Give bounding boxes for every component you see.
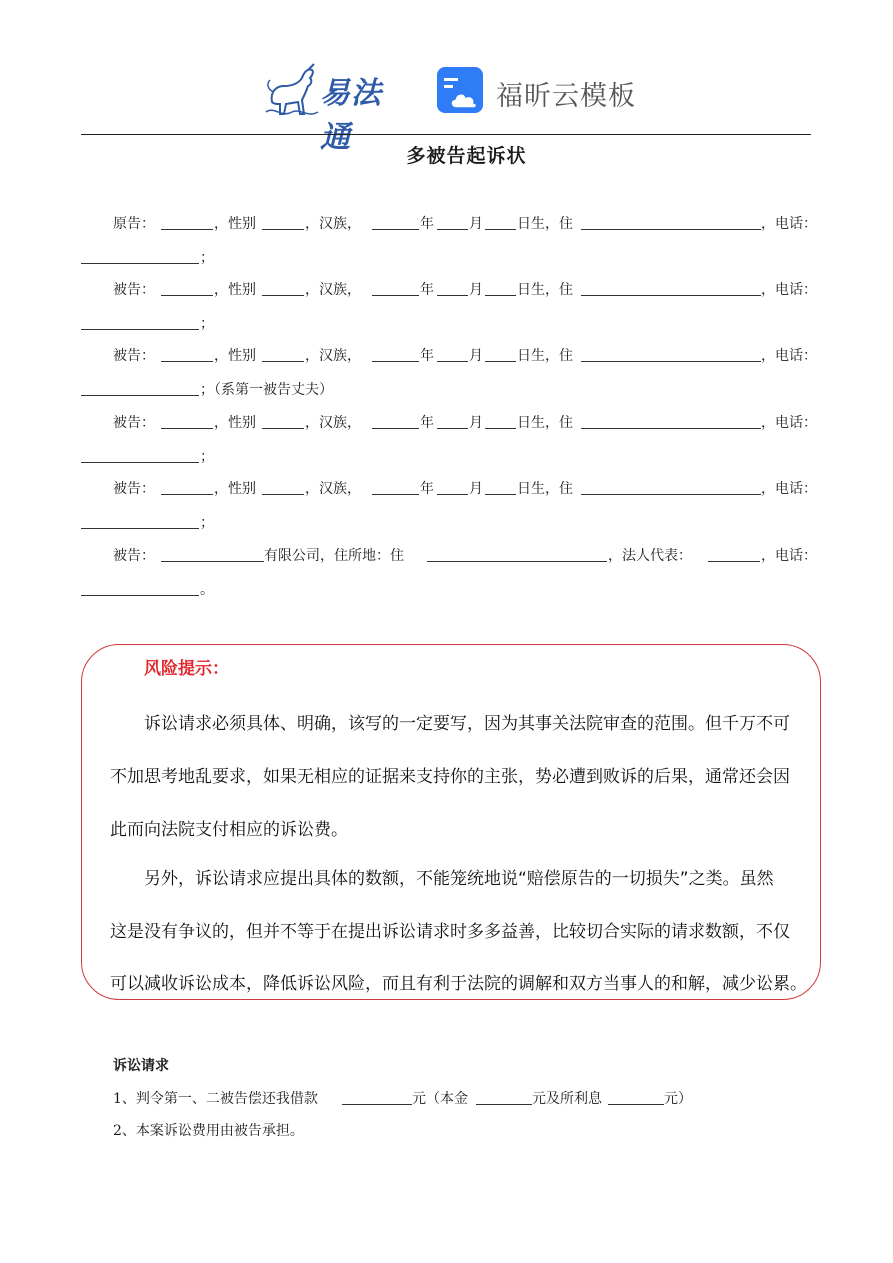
document-title: 多被告起诉状: [406, 145, 527, 167]
phone-label: ，电话：: [761, 282, 817, 298]
month-blank[interactable]: [437, 428, 468, 429]
principal-blank[interactable]: [476, 1104, 532, 1105]
address-blank[interactable]: [581, 229, 761, 230]
risk-line: 诉讼请求必须具体、明确，该写的一定要写，因为其事关法院审查的范围。但千万不可: [144, 714, 790, 734]
claim1-end: 元）: [664, 1091, 692, 1107]
risk-title: 风险提示：: [144, 659, 229, 679]
risk-line: 此而向法院支付相应的诉讼费。: [110, 820, 348, 840]
line-end: ；: [200, 250, 214, 266]
line-end: ；: [200, 449, 214, 465]
phone-blank[interactable]: [81, 329, 199, 330]
line-end: ；: [200, 316, 214, 332]
gender-blank[interactable]: [262, 428, 304, 429]
company-name-blank[interactable]: [161, 561, 264, 562]
gender-label: ，性别: [214, 481, 256, 497]
year-blank[interactable]: [372, 494, 419, 495]
logo1-text: 易法通: [320, 76, 382, 155]
name-blank[interactable]: [161, 361, 213, 362]
cloud-document-icon: [436, 66, 486, 116]
phone-label: ，电话：: [761, 348, 817, 364]
header: [0, 60, 893, 155]
risk-line: 不加思考地乱要求，如果无相应的证据来支持你的主张，势必遭到败诉的后果，通常还会因: [110, 767, 790, 787]
month-blank[interactable]: [437, 229, 468, 230]
yifatong-logo: [262, 62, 412, 155]
phone-label: ，电话：: [761, 415, 817, 431]
fuxin-logo: [436, 64, 636, 120]
day-blank[interactable]: [485, 428, 516, 429]
address-blank[interactable]: [427, 561, 607, 562]
claim1-principal-label: 元（本金: [412, 1091, 468, 1107]
month-label: 月: [469, 481, 483, 497]
year-label: 年: [420, 282, 434, 298]
role-label: 被告：: [113, 415, 155, 431]
month-label: 月: [469, 348, 483, 364]
month-label: 月: [469, 415, 483, 431]
line-end: ；: [200, 515, 214, 531]
gender-label: ，性别: [214, 216, 256, 232]
gender-label: ，性别: [214, 282, 256, 298]
gender-blank[interactable]: [262, 361, 304, 362]
name-blank[interactable]: [161, 428, 213, 429]
born-label: 日生，住: [517, 481, 573, 497]
rep-label: ，法人代表：: [608, 548, 692, 564]
born-label: 日生，住: [517, 415, 573, 431]
company-label: 有限公司，住所地：住: [264, 548, 404, 564]
year-blank[interactable]: [372, 361, 419, 362]
claim1-interest-label: 元及所利息: [532, 1091, 602, 1107]
phone-blank[interactable]: [81, 395, 199, 396]
address-blank[interactable]: [581, 295, 761, 296]
day-blank[interactable]: [485, 295, 516, 296]
month-label: 月: [469, 282, 483, 298]
day-blank[interactable]: [485, 494, 516, 495]
unicorn-icon: [262, 62, 322, 120]
year-blank[interactable]: [372, 229, 419, 230]
claims-title: 诉讼请求: [113, 1058, 169, 1074]
year-label: 年: [420, 216, 434, 232]
ethnic-label: ，汉族，: [305, 415, 361, 431]
address-blank[interactable]: [581, 428, 761, 429]
born-label: 日生，住: [517, 216, 573, 232]
year-label: 年: [420, 415, 434, 431]
phone-label: ，电话：: [761, 548, 817, 564]
risk-line: 另外，诉讼请求应提出具体的数额，不能笼统地说“赔偿原告的一切损失”之类。虽然: [144, 869, 774, 889]
header-divider: [81, 134, 811, 135]
gender-blank[interactable]: [262, 229, 304, 230]
logo2-text: 福昕云模板: [496, 81, 636, 112]
role-label: 被告：: [113, 282, 155, 298]
rep-blank[interactable]: [708, 561, 760, 562]
address-blank[interactable]: [581, 361, 761, 362]
role-label: 被告：: [113, 548, 155, 564]
line-end: ；（系第一被告丈夫）: [200, 382, 333, 398]
born-label: 日生，住: [517, 348, 573, 364]
gender-blank[interactable]: [262, 494, 304, 495]
born-label: 日生，住: [517, 282, 573, 298]
role-label: 被告：: [113, 481, 155, 497]
phone-blank[interactable]: [81, 462, 199, 463]
phone-blank[interactable]: [81, 528, 199, 529]
address-blank[interactable]: [581, 494, 761, 495]
ethnic-label: ，汉族，: [305, 282, 361, 298]
phone-label: ，电话：: [761, 216, 817, 232]
ethnic-label: ，汉族，: [305, 216, 361, 232]
role-label: 原告：: [113, 216, 155, 232]
year-label: 年: [420, 481, 434, 497]
claim-item-2: 2、本案诉讼费用由被告承担。: [113, 1123, 304, 1139]
phone-label: ，电话：: [761, 481, 817, 497]
name-blank[interactable]: [161, 229, 213, 230]
risk-notice-box: [81, 644, 821, 1000]
role-label: 被告：: [113, 348, 155, 364]
month-label: 月: [469, 216, 483, 232]
claim-item-1: [113, 1088, 753, 1108]
risk-line: 这是没有争议的，但并不等于在提出诉讼请求时多多益善，比较切合实际的请求数额，不仅: [110, 922, 790, 942]
line-end: 。: [200, 582, 214, 598]
day-blank[interactable]: [485, 229, 516, 230]
gender-label: ，性别: [214, 348, 256, 364]
loan-amount-blank[interactable]: [342, 1104, 412, 1105]
phone-blank[interactable]: [81, 595, 199, 596]
ethnic-label: ，汉族，: [305, 348, 361, 364]
name-blank[interactable]: [161, 494, 213, 495]
risk-line: 可以减收诉讼成本，降低诉讼风险，而且有利于法院的调解和双方当事人的和解，减少讼累。: [110, 974, 807, 994]
phone-blank[interactable]: [81, 263, 199, 264]
gender-label: ，性别: [214, 415, 256, 431]
name-blank[interactable]: [161, 295, 213, 296]
ethnic-label: ，汉族，: [305, 481, 361, 497]
interest-blank[interactable]: [608, 1104, 664, 1105]
year-label: 年: [420, 348, 434, 364]
month-blank[interactable]: [437, 295, 468, 296]
year-blank[interactable]: [372, 428, 419, 429]
month-blank[interactable]: [437, 494, 468, 495]
month-blank[interactable]: [437, 361, 468, 362]
gender-blank[interactable]: [262, 295, 304, 296]
year-blank[interactable]: [372, 295, 419, 296]
day-blank[interactable]: [485, 361, 516, 362]
claim1-text: 1、判令第一、二被告偿还我借款: [113, 1091, 318, 1107]
